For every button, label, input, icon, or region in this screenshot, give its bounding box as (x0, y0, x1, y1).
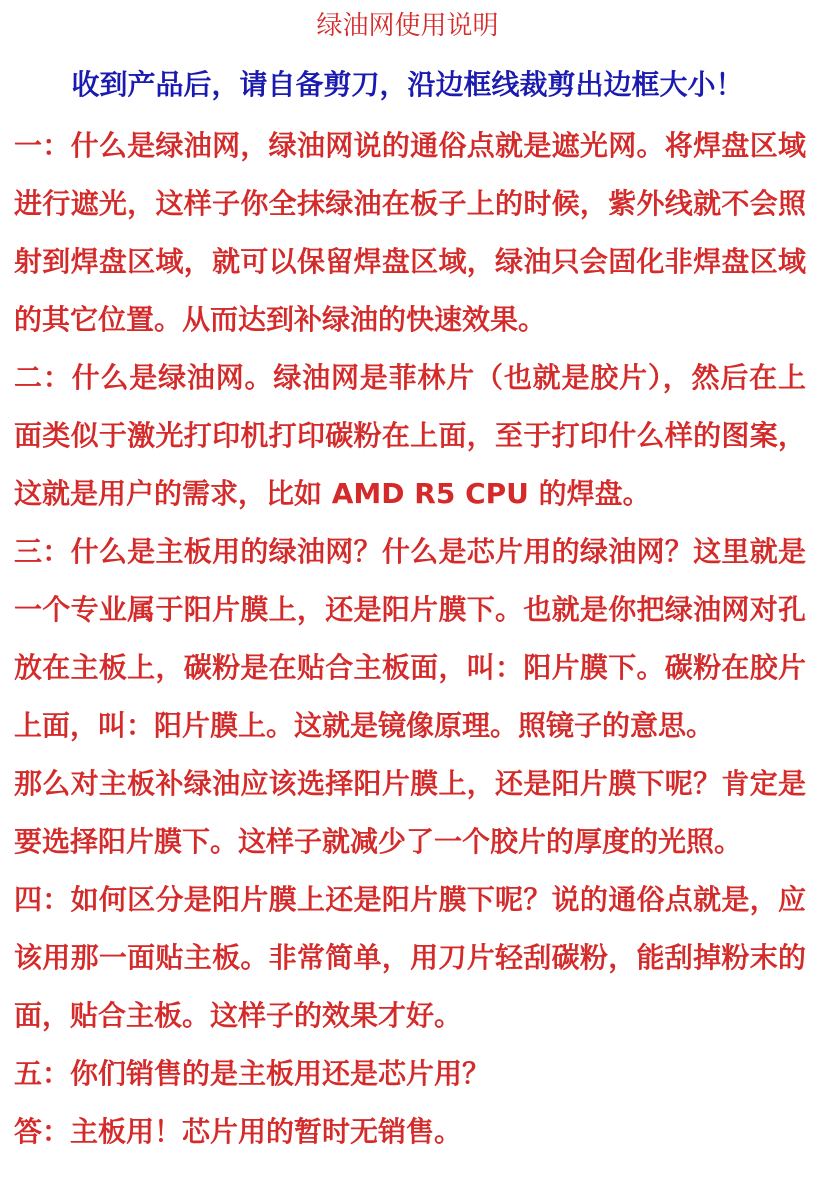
text-line-13: 要选择阳片膜下。这样子就减少了一个胶片的厚度的光照。 (14, 825, 743, 858)
text-line-4: 的其它位置。从而达到补绿油的快速效果。 (14, 303, 547, 336)
text-line-12: 那么对主板补绿油应该选择阳片膜上，还是阳片膜下呢？肯定是 (14, 767, 806, 800)
text-line-18: 答：主板用！芯片用的暂时无销售。 (14, 1115, 463, 1148)
cutting-notice: 收到产品后，请自备剪刀，沿边框线裁剪出边框大小！ (71, 68, 744, 101)
text-line-15: 该用那一面贴主板。非常简单，用刀片轻刮碳粉，能刮掉粉末的 (14, 941, 806, 974)
text-line-17: 五：你们销售的是主板用还是芯片用？ (14, 1057, 491, 1090)
text-line-8: 三：什么是主板用的绿油网？什么是芯片用的绿油网？这里就是 (14, 535, 806, 568)
text-line-5: 二：什么是绿油网。绿油网是菲林片（也就是胶片），然后在上 (14, 361, 806, 394)
text-line-3: 射到焊盘区域，就可以保留焊盘区域，绿油只会固化非焊盘区域 (14, 245, 806, 278)
text-line-6: 面类似于激光打印机打印碳粉在上面，至于打印什么样的图案， (14, 419, 806, 452)
document-title: 绿油网使用说明 (316, 11, 499, 41)
text-line-14: 四：如何区分是阳片膜上还是阳片膜下呢？说的通俗点就是，应 (14, 883, 806, 916)
text-line-16: 面，贴合主板。这样子的效果才好。 (14, 999, 463, 1032)
text-line-7: 这就是用户的需求，比如 AMD R5 CPU 的焊盘。 (14, 477, 651, 510)
text-line-11: 上面，叫：阳片膜上。这就是镜像原理。照镜子的意思。 (14, 709, 715, 742)
text-line-2: 进行遮光，这样子你全抹绿油在板子上的时候，紫外线就不会照 (14, 187, 806, 220)
text-line-1: 一：什么是绿油网，绿油网说的通俗点就是遮光网。将焊盘区域 (14, 129, 806, 162)
text-line-9: 一个专业属于阳片膜上，还是阳片膜下。也就是你把绿油网对孔 (14, 593, 806, 626)
text-line-10: 放在主板上，碳粉是在贴合主板面，叫：阳片膜下。碳粉在胶片 (14, 651, 806, 684)
